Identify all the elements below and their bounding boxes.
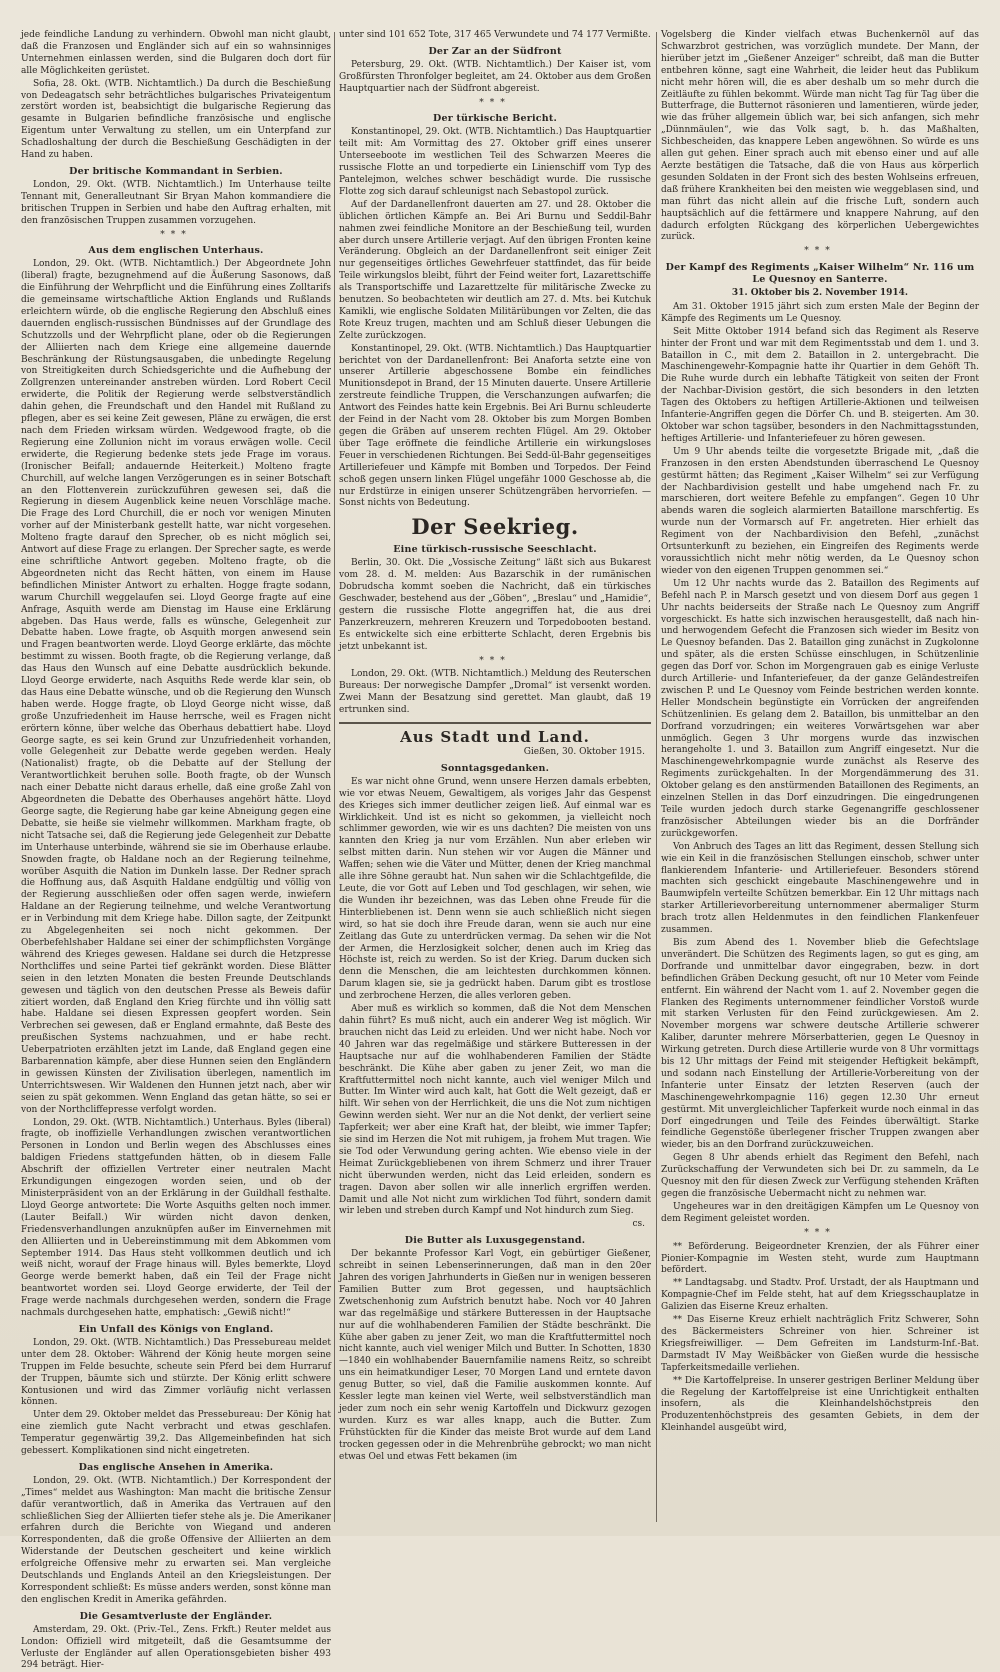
section-heading: Der britische Kommandant in Serbien. [69,165,283,177]
article-paragraph: London, 29. Okt. (WTB. Nichtamtlich.) Unterhaus. Byles (liberal) fragte, ob inoffizielle Verhandlungen zwischen verantwortlichen Personen in London und Berlin wegen des Abschlusses eines baldigen Friedens stattgefunden hätten, ob in diesem Falle Abschrift der offiziellen Vertreter einer neutralen Macht Erkundigungen eingezogen worden seien, und ob der Ministerpräsident von an der Erklärung in der Guildhall festhalte. Lloyd George antwortete: Die Worte Asquiths gelten noch immer. (Lauter Beifall.) Wir würden nicht davon denken, Friedensverhandlungen anzuknüpfen außer im Einvernehmen mit den Alliierten und in Uebereinstimmung mit dem Abkommen vom September 1914. Das Haus steht vollkommen deutlich und ich weiß nicht, worauf der Frage hinaus will. Byles bemerkte, Lloyd George werde bemerkt haben, daß ein Teil der Frage nicht beantwortet worden sei. Lloyd George erwiderte, der Teil der Frage werde nachmals durchgesehen werden, sondern die Frage nachmals durchgesehen hatte, emphatisch: „Gewiß nicht!“ [21,1117,331,1319]
article-paragraph: Um 12 Uhr nachts wurde das 2. Bataillon des Regiments auf Befehl nach P. in Marsch gesetzt und von diesem Dorf aus gegen 1 Uhr nachts beiderseits der Straße nach Le Quesnoy zum Angriff vorgeschickt. Es hatte sich inzwischen herausgestellt, daß nach hin- und herwogendem Gefecht die Franzosen sich wieder im Besitz von Le Quesnoy befanden. Das 2. Bataillon ging zunächst in Zugkolonne und später, als die ersten Schüsse einschlugen, in Schützenlinie gegen das Dorf vor. Schon im Morgengrauen gab es einige Verluste durch Artillerie- und Infanteriefeuer, da der ganze Geländestreifen zwischen P. und Le Quesnoy vom Feinde bestrichen werden konnte. Heller Mondschein begünstigte ein Vorrücken der angreifenden Schützenlinien. Es gelang dem 2. Bataillon, bis unmittelbar an den Dorfrand vorzudringen; ein weiteres Vorwärtsgehen war aber unmöglich. Gegen 3 Uhr morgens wurde das inzwischen herangeholte 1. und 3. Bataillon zum Angriff eingesetzt. Nur die Maschinengewehrkompagnie wurde zunächst als Reserve des Regiments zurückgehalten. In der Morgendämmerung des 31. Oktober gelang es den anstürmenden Bataillonen des Regiments, an einzelnen Stellen in das Dorf einzudringen. Die eingedrungenen Teile wurden jedoch durch starke Gegenangriffe geschlossener französischer Abteilungen wieder bis an die Dorfränder zurückgeworfen. [661,578,979,839]
section-heading: Der türkische Bericht. [433,113,557,125]
section-heading: Eine türkisch-russische Seeschlacht. [393,544,597,556]
article-paragraph: Berlin, 30. Okt. Die „Vossische Zeitung“ läßt sich aus Bukarest vom 28. d. M. melden: Aus Bazarschik in der rumänischen Dobrudscha kommt soeben die Nachricht, daß ein türkisches Geschwader, bestehend aus der „Göben“, „Breslau“ und „Hamidie“, gestern die russische Flotte angegriffen hat, die aus drei Panzerkreuzern, mehreren Kreuzern und Torpedobooten bestand. Es entwickelte sich eine erbitterte Schlacht, deren Ergebnis bis jetzt unbekannt ist. [339,558,651,652]
article-paragraph: Der bekannte Professor Karl Vogt, ein gebürtiger Gießener, schreibt in seinen Lebenserinnerungen, daß man in den 20er Jahren des vorigen Jahrhunderts in Gießen nur in wenigen besseren Familien Butter zum Brot gegessen, und hauptsächlich Zwetschenhonig zum Aufstrich benutzt habe. Noch vor 40 Jahren war das regelmäßige und stärkere Butteressen in der Hauptsache nur auf die wohlhabenderen Familien der Städte beschränkt. Die Kühe aber gaben zu jener Zeit, wo man die Kraftfuttermittel noch nicht kannte, auch viel weniger Milch und Butter. In Schotten, 1830—1840 ein wohlhabender Bauernfamilie namens Reitz, so schreibt uns ein heimatkundiger Leser, 70 Morgen Land und erntete davon genug Butter, so viel, daß die Familie auskommen konnte. Auf Kessler legte man keinen viel Werte, weil selbstverständlich man jeder zum noch ein sehr wenig Kartoffeln und Dickwurz gezogen wurden. Kurz es war alles knapp, auch die Butter. Zum Frühstückten für die Kinder das meiste Brot wurde auf dem Land trocken gegessen oder in die Mehrenbrühe gebrockt; wo man nicht etwas Oel und etwas Fett bekamen (im [339,1249,651,1462]
article-paragraph: Konstantinopel, 29. Okt. (WTB. Nichtamtlich.) Das Hauptquartier teilt mit: Am Vormittag des 27. Oktober griff eines unserer Unterseeboote im westlichen Teil des Schwarzen Meeres die russische Flotte an und torpedierte ein Linienschiff vom Typ des Pantelejmon, welches schwer beschädigt wurde. Die russische Flotte zog sich darauf schleunigst nach Sebastopol zurück. [339,127,651,197]
column-rule [656,32,657,1522]
article-paragraph: jede feindliche Landung zu verhindern. Obwohl man nicht glaubt, daß die Franzosen und Engländer sich auf ein so wahnsinniges Unternehmen einlassen werden, sind die Bulgaren doch dort für alle Möglichkeiten gerüstet. [21,30,331,76]
article-paragraph: unter sind 101 652 Tote, 317 465 Verwundete und 74 177 Vermißte. [339,30,651,40]
author-signature: cs. [632,1219,645,1230]
article-paragraph: Auf der Dardanellenfront dauerten am 27. und 28. Oktober die üblichen örtlichen Kämpfe an. Bei Ari Burnu und Seddil-Bahr nahmen zwei feindliche Monitore an der Beschießung teil, wurden aber durch unsere Artillerie verjagt. Auf den übrigen Fronten keine Veränderung. Obgleich an der Dardanellenfront seit einiger Zeit nur gegenseitiges örtliches Gewehrfeuer stattfindet, das für beide Teile wirkungslos bleibt, führt der Feind weiter fort, Lazarettschiffe als Transportschiffe und Lazarettzelte für militärische Zwecke zu benutzen. So beobachteten wir deutlich am 27. d. Mts. bei Kutchuk Kamikli, wie englische Soldaten Militärübungen vor Zelten, die das Rote Kreuz trugen, machten und am Schluß dieser Uebungen die Zelte zurückzogen. [339,199,651,341]
column-rule [334,32,335,1522]
separator-stars: *** [804,1227,836,1238]
article-paragraph: London, 29. Okt. (WTB. Nichtamtlich.) Im Unterhause teilte Tennant mit, Generalleutnant Sir Bryan Mahon kommandiere die britischen Truppen in Serbien und habe den Auftrag erhalten, mit den französischen Truppen zusammen vorzugehen. [21,179,331,226]
article-paragraph: London, 29. Okt. (WTB. Nichtamtlich.) Das Pressebureau meldet unter dem 28. Oktober: Während der König heute morgen seine Truppen im Felde besuchte, scheute sein Pferd bei dem Hurraruf der Truppen, bäumte sich und stürzte. Der König erlitt schwere Kontusionen und wird das Zimmer vorläufig nicht verlassen können. [21,1337,331,1408]
separator-stars: *** [804,246,836,257]
section-heading: Ein Unfall des Königs von England. [78,1323,274,1335]
article-paragraph: Es war nicht ohne Grund, wenn unsere Herzen damals erbebten, wie vor etwas Neuem, Gewaltigem, als voriges Jahr das Gespenst des Krieges sich immer deutlicher zeigen ließ. Auf einmal war es Wirklichkeit. Und ist es nicht so gekommen, ja vielleicht noch schlimmer geworden, wie wir es uns dachten? Die meisten von uns kannten den Krieg ja nur vom Erzählen. Nun aber erleben wir selbst mitten darin. Nun stehen wir vor Augen die Männer und Waffen; sehen wie die Väter und Mütter, denen der Krieg manchmal alle ihre Söhne geraubt hat. Nun sahen wir die Schlachtgefilde, die Leute, die vor Gott auf Leben und Tod geschlagen, wir sehen, wie die Wunden ihr bezeichnen, was das Leben ohne Freude für die Hinterbliebenen ist. Denn wenn sie auch schließlich nicht siegen wird, so hat sie doch ihre Freude daran, wenn sie auch nur eine Zeitlang das Gute zu unterdrücken vermag. Da sehen wir die Not der Armen, die Herzlosigkeit solcher, denen auch im Krieg das Höchste ist, reich zu werden. So ist der Krieg. Darum ducken sich denn die Menschen, die am leichtesten durchkommen können. Darum klagen sie, sie ja gedrückt haben. Darum gibt es trostlose und zerbrochene Herzen, die alles verloren geben. [339,776,651,1002]
local-news-heading: Aus Stadt und Land. [400,728,590,747]
news-item: ** Landtagsabg. und Stadtv. Prof. Urstadt, der als Hauptmann und Kompagnie-Chef im Felde steht, hat auf dem Kriegsschauplatze in Galizien das Eiserne Kreuz erhalten. [661,1278,979,1313]
news-item: ** Das Eiserne Kreuz erhielt nachträglich Fritz Schwerer, Sohn des Bäckermeisters Schreiner von hier. Schreiner ist Kriegsfreiwilliger. — Dem Gefreiten im Landsturm-Inf.-Bat. Darmstadt IV May Weißbäcker von Gießen wurde die hessische Tapferkeitsmedaille verliehen. [661,1315,979,1373]
article-paragraph: Gegen 8 Uhr abends erhielt das Regiment den Befehl, nach Zurückschaffung der Verwundeten sich bei Dr. zu sammeln, da Le Quesnoy mit den für diesen Zweck zur Verfügung stehenden Kräften gegen die französische Uebermacht nicht zu nehmen war. [661,1153,979,1199]
major-heading: Der Seekrieg. [411,514,579,540]
section-heading: Das englische Ansehen in Amerika. [78,1461,274,1473]
article-paragraph: Am 31. Oktober 1915 jährt sich zum ersten Male der Beginn der Kämpfe des Regiments um Le Quesnoy. [661,301,979,324]
column-right [661,30,979,1525]
column-left [21,30,331,1671]
section-subheading: 31. Oktober bis 2. November 1914. [731,288,909,299]
article-paragraph: Amsterdam, 29. Okt. (Priv.-Tel., Zens. Frkft.) Reuter meldet aus London: Offiziell wird mitgeteilt, daß die Gesamtsumme der Verluste der Engländer auf allen Operationsgebieten bisher 493 294 beträgt. Hier- [21,1624,331,1671]
article-paragraph: Ungeheures war in den dreitägigen Kämpfen um Le Quesnoy von dem Regiment geleistet worden. [661,1201,979,1224]
news-item: ** Beförderung. Beigeordneter Krenzien, der als Führer einer Pionier-Kompagnie im Westen steht, wurde zum Hauptmann befördert. [661,1241,979,1276]
article-paragraph: London, 29. Okt. (WTB. Nichtamtlich.) Der Korrespondent der „Times“ meldet aus Washington: Man macht die britische Zensur dafür verantwortlich, daß in Amerika das Vertrauen auf den schließlichen Sieg der Alliierten tiefer stehe als je. Die Amerikaner erfahren durch die Berichte von Wiegand und anderen Korrespondenten, daß die große Offensive der Alliierten an dem Widerstande der Deutschen gescheitert und keine wirklich erfolgreiche Offensive mehr zu erwarten sei. Man vergleiche Deutschlands und Englands Anteil an den Kriegsleistungen. Der Korrespondent schließt: Es müsse anders werden, sonst könne man den englischen Kredit in Amerika gefährden. [21,1475,331,1605]
article-paragraph: Seit Mitte Oktober 1914 befand sich das Regiment als Reserve hinter der Front und war mit dem Regimentsstab und dem 1. und 3. Bataillon in C., mit dem 2. Bataillon in 2. untergebracht. Die Maschinengewehr-Kompagnie hatte ihr Quartier in dem Gehöft Th. Die Ruhe wurde durch ein lebhafte Tätigkeit von seiten der Front der Nachbar-Division gestört, die sich besonders in den letzten Tagen des Oktobers zu heftigen Artillerie-Aktionen und teilweisen Infanterie-Angriffen gegen die Dörfer Ch. und B. steigerten. Am 30. Oktober war schon tagsüber, besonders in den Nachmittagsstunden, heftiges Artillerie- und Infanteriefeuer zu hören gewesen. [661,326,979,444]
article-paragraph: London, 29. Okt. (WTB. Nichtamtlich.) Der Abgeordnete John (liberal) fragte, bezugnehmend auf die Äußerung Sasonows, daß die Einführung der Wehrpflicht und die Einführung eines Zolltarifs die gemeinsame wirtschaftliche Aktion Englands und Rußlands erleichtern würde, ob die englische Regierung den Abschluß eines dauernden englisch-russischen Bündnisses auf der Grundlage des Schutzzolls und der Wehrpflicht plane, oder ob die Regierungen der Alliierten nach dem Kriege eine allgemeine dauernde Beschränkung der Rüstungsausgaben, die unbedingte Regelung von Streitigkeiten durch Schiedsgerichte und die Aufhebung der Zollgrenzen untereinander anstreben würden. Lord Robert Cecil erwiderte, die Politik der Regierung werde selbstverständlich dahin gehen, die Freundschaft und den Handel mit Rußland zu pflegen, aber es sei keine Zeit gewesen, Pläne zu erwägen, die erst nach dem Frieden wirksam würden. Wedgewood fragte, ob die Regierung eine Zollunion nicht im voraus erwägen wolle. Cecil erwiderte, die Regierung bedenke stets jede Frage im voraus. (Ironischer Beifall; andauernde Heiterkeit.) Molteno fragte Churchill, auf welche langen Verzögerungen es in seiner Botschaft an den Flottenverein zurückzuführen gewesen sei, daß die Regierung in diesem Augenblick keine neuen Vorschläge mache. Die Frage des Lord Churchill, die er noch vor wenigen Minuten vorher auf der Ministerbank gestellt hatte, war nicht vorgesehen. Molteno fragte darauf den Sprecher, ob es nicht möglich sei, Antwort auf diese Frage zu erlangen. Der Sprecher sagte, es werde eine schriftliche Antwort gegeben. Molteno fragte, ob die Abgeordneten nicht das Recht hätten, von einem im Hause befindlichen Minister Antwort zu erhalten. Hogge fragte sodann, warum Churchill weggelaufen sei. Lloyd George fragte auf eine Anfrage, Asquith werde am Dienstag im Hause eine Erklärung abgeben. Das Haus werde, falls es wünsche, Gelegenheit zur Debatte haben. Lowe fragte, ob Asquith morgen anwesend sein und Fragen beantworten werde. Lloyd George erklärte, das möchte bestimmt zu wissen. Booth fragte, ob die Regierung verlange, daß das Haus den Wunsch auf eine Debatte ausdrücklich bekunde. Lloyd George erwiderte, nach Asquiths Rede werde klar sein, ob das Haus eine Debatte wünsche, und ob die Regierung den Wunsch haben werde. Hogge fragte, ob Lloyd George nicht wisse, daß große Unzufriedenheit im Hause herrsche, weil es Fragen nicht erörtern könne, über welche das Oberhaus debattiert habe. Lloyd George sagte, es sei kein Grund zur Unzufriedenheit vorhanden, volle Gelegenheit zur Debatte werde gegeben werden. Healy (Nationalist) fragte, ob die Debatte auf der Stellung der Verantwortlichkeit beruhen solle. Booth fragte, ob der Wunsch nach einer Debatte nicht daraus erhelle, daß eine große Zahl von Abgeordneten die Debatte des Oberhauses angehört hätte. Lloyd George sagte, die Regierung habe gar keine Abneigung gegen eine Debatte, sie heiße sie vielmehr willkommen. Markham fragte, ob nicht Tatsache sei, daß die Regierung jede Gelegenheit zur Debatte im Unterhause unterbinde, während sie sie im Oberhause erlaube. Snowden fragte, ob Haldane noch an der Regierung teilnehme, worüber Asquith die Nation im Dunkeln lasse. Der Redner sprach die Hoffnung aus, daß Asquith Haldane endgültig und völlig von der Regierung ausschließen oder offen sagen werde, inwiefern Haldane an der Regierung teilnehme, und welche Verantwortung er in Verbindung mit dem Kriege habe. Dillon sagte, der Zeitpunkt zu Abgelegenheiten sei noch nicht gekommen. Der Oberbefehlshaber Haldane sei einer der schimpflichsten Vorgänge während des Krieges gewesen. Haldane sei durch die Hetzpresse Northcliffes und seine Partei tief gekränkt worden. Diese Blätter seien in den letzten Monaten die besten Freunde Deutschlands gewesen und täglich von den deutschen Presse als Beweis dafür zitiert worden, daß England den Krieg fürchte und ihn völlig satt habe. Haldane sei diesen Expressen geopfert worden. Sein Verbrechen sei gewesen, daß er England ermahnte, daß Beste des preußischen Systems nachzuahmen, und er habe recht. Ueberpatrioten erzählten jetzt im Lande, daß England gegen eine Barbarennation kämpfe, aber diese Hunnen seien den Engländern in gewissen Künsten der Zivilisation überlegen, namentlich im Unterrichtswesen. Wir Waldenen den Hunnen jetzt nach, aber wir seien zu spät gekommen. Wenn England das getan hätte, so sei er von der Northcliffepresse verfolgt worden. [21,259,331,1115]
article-paragraph: Unter dem 29. Oktober meldet das Pressebureau: Der König hat eine ziemlich gute Nacht verbracht und etwas geschlafen. Temperatur gegenwärtig 39,2. Das Allgemeinbefinden hat sich gebessert. Komplikationen sind nicht eingetreten. [21,1410,331,1457]
article-paragraph: Sofia, 28. Okt. (WTB. Nichtamtlich.) Da durch die Beschießung von Dedeagatsch sehr beträchtliches bulgarisches Privateigentum zerstört worden ist, beabsichtigt die bulgarische Regierung das gesamte in Bulgarien befindliche französische und englische Eigentum unter Verwaltung zu stellen, um ein Unterpfand zur Schadloshaltung der durch die Beschießung Geschädigten in der Hand zu haben. [21,78,331,161]
section-divider [339,722,651,724]
section-heading: Der Zar an der Südfront [428,45,562,57]
section-heading: Sonntagsgedanken. [440,762,550,774]
article-paragraph: Um 9 Uhr abends teilte die vorgesetzte Brigade mit, „daß die Franzosen in den ersten Abendstunden überraschend Le Quesnoy gestürmt hätten; das Regiment „Kaiser Wilhelm“ sei zur Verfügung der Nachbardivision gestellt und habe umgehend nach Fr. zu marschieren, dort weitere Befehle zu empfangen“. Gegen 10 Uhr abends waren die sogleich alarmierten Bataillone marschfertig. Es wurde nun der Vormarsch auf Fr. angetreten. Hier erhielt das Regiment von der Nachbardivision den Befehl, „zunächst Ortsunterkunft zu beziehen, ein Eingreifen des Regiments werde voraussichtlich nicht mehr nötig werden, da Le Quesnoy schon wieder von den eigenen Truppen genommen sei.“ [661,446,979,576]
article-paragraph: Von Anbruch des Tages an litt das Regiment, dessen Stellung sich wie ein Keil in die französischen Stellungen einschob, schwer unter flankierendem Infanterie- und Artilleriefeuer. Besonders störend machten sich geschickt eingebaute Maschinengewehre und in Baumwipfeln verteilte Schützen bemerkbar. Ein 12 Uhr mittags nach starker Artillerievorbereitung unternommener abermaliger Sturm brach trotz allen Heldenmutes in den feindlichen Flankenfeuer zusammen. [661,841,979,936]
section-heading: Der Kampf des Regiments „Kaiser Wilhelm“ Nr. 116 um Le Quesnoy en Santerre. [665,262,975,286]
article-paragraph: Vogelsberg die Kinder vielfach etwas Buchenkernöl auf das Schwarzbrot gestrichen, was vorzüglich mundete. Der Mann, der hierüber jetzt im „Gießener Anzeiger“ schreibt, daß man die Butter entbehren könne, sagt eine Wahrheit, die leider heut das Publikum nicht mehr hören will, die es aber deshalb um so mehr durch die Zeitläufte zu fühlen bekommt. Würde man nicht Tag für Tag über die Butterfrage, die Butternot räsonieren und lamentieren, würde jeder, wie das früher allgemein üblich war, bei sich anfangen, sich mehr „Dünnmäulen“, wie das Volk sagt, b. h. das Maßhalten, Sichbescheiden, das knappere Leben angewöhnen. So würde es uns allen gut gehen. Einer sprach auch mit ebenso einer und auf alle Aerzte bestätigen die Tatsache, daß die von Haus aus körperlich gesunden Soldaten in der Front sich des besten Wohlseins erfreuen, daß frühere Krankheiten bei den meisten wie weggeblasen sind, und man führt das nicht allein auf die frische Luft, sondern auch hauptsächlich auf die fettärmere und knappere Nahrung, auf den dadurch erfolgten Rückgang des körperlichen Uebergewichtes zurück. [661,30,979,243]
article-paragraph: Bis zum Abend des 1. November blieb die Gefechtslage unverändert. Die Schützen des Regiments lagen, so gut es ging, am Dorfrande und unmittelbar davor eingegraben, bezw. in dort befindlichen Gräben Deckung gesucht, oft nur 10 Meter vom Feinde entfernt. Ein während der Nacht vom 1. auf 2. November gegen die Flanken des Regiments unternommener feindlicher Vorstoß wurde mit starken Verlusten für den Feind zurückgewiesen. Am 2. November morgens war schwere deutsche Artillerie schwerer Kaliber, darunter mehrere Mörserbatterien, gegen Le Quesnoy in Wirkung getreten. Durch diese Artillerie wurde von 8 Uhr vormittags bis 12 Uhr mittags der Feind mit steigender Heftigkeit bekämpft, und sodann nach Einstellung der Artillerie-Vorbereitung von der Infanterie unter Einsatz der letzten Reserven (auch der Maschinengewehrkompagnie 116) gegen 12.30 Uhr erneut gestürmt. Mit unvergleichlicher Tapferkeit wurde noch einmal in das Dorf eingedrungen und Teile des Feindes überwältigt. Starke feindliche Gegenstöße überlegener frischer Truppen zwangen aber wieder, bis an den Dorfrand zurückzuweichen. [661,937,979,1151]
dateline: Gießen, 30. Oktober 1915. [523,747,645,758]
separator-stars: *** [160,229,192,240]
column-middle [339,30,651,1525]
separator-stars: *** [479,655,511,666]
article-paragraph: Aber muß es wirklich so kommen, daß die Not dem Menschen dahin führt? Es muß nicht, auch ein anderer Weg ist möglich. Wir brauchen nicht das Leid zu erleiden. Und wer nicht habe. Noch vor 40 Jahren war das regelmäßige und stärkere Butteressen in der Hauptsache nur auf die wohlhabenderen Familien der Städte beschränkt. Die Kühe aber gaben zu jener Zeit, wo man die Kraftfuttermittel noch nicht kannte, auch viel weniger Milch und Butter. Im Winter wird auch kalt, hat Gott die Welt gezeigt, daß er hilft. Wir sehen von der Herrlichkeit, die uns die Not zum nichtigen Gewinn werden sieht. Wer nur an die Not denkt, der verliert seine Tapferkeit; wer aber eine Kraft hat, der bleibt, wie immer Tapfer; sie sind im Herzen die Not mit ruhigem, ja frohem Mut tragen. Wie sie Tod oder Verwundung gering achten. Wie ebenso viele in der Heimat Zurückgebliebenen von ihrem Schmerz und ihrer Trauer nicht überwunden werden, nicht das Leid erleiden, sondern es tragen. Davon aber sollen wir alle innerlich ergriffen werden. Damit und alle Not nicht zum wirklichen Tod führt, sondern damit wir leben und streben durch Kampf und Not hindurch zum Sieg. [339,1004,651,1217]
article-paragraph: Konstantinopel, 29. Okt. (WTB. Nichtamtlich.) Das Hauptquartier berichtet von der Dardanellenfront: Bei Anaforta setzte eine von unserer Artillerie abgeschossene Bombe ein feindliches Munitionsdepot in Brand, der 15 Minuten dauerte. Unsere Artillerie zerstreute feindliche Truppen, die Verschanzungen aufwarfen; die Antwort des Feindes hatte kein Ergebnis. Bei Ari Burnu schleuderte der Feind in der Nacht vom 28. Oktober bis zum Morgen Bomben gegen die Gräben auf unserem rechten Flügel. Am 29. Oktober über Tage eröffnete die feindliche Artillerie ein wirkungsloses Feuer in verschiedenen Richtungen. Bei Sedd-ül-Bahr gegenseitiges Artilleriefeuer und Kämpfe mit Bomben und Torpedos. Der Feind schoß gegen unsern linken Flügel ungefähr 1000 Geschosse ab, die nur Erdstürze in einigen unserer Schützengräben hervorriefen. — Sonst nichts von Bedeutung. [339,343,651,509]
article-paragraph: London, 29. Okt. (WTB. Nichtamtlich.) Meldung des Reuterschen Bureaus: Der norwegische Dampfer „Dromal“ ist versenkt worden. Zwei Mann der Besatzung sind gerettet. Man glaubt, daß 19 ertrunken sind. [339,669,651,716]
article-paragraph: Petersburg, 29. Okt. (WTB. Nichtamtlich.) Der Kaiser ist, vom Großfürsten Thronfolger begleitet, am 24. Oktober aus dem Großen Hauptquartier nach der Südfront abgereist. [339,59,651,94]
section-heading: Die Gesamtverluste der Engländer. [79,1610,273,1622]
section-heading: Die Butter als Luxusgegenstand. [404,1235,586,1247]
separator-stars: *** [479,97,511,108]
section-heading: Aus dem englischen Unterhaus. [88,245,264,257]
news-item: ** Die Kartoffelpreise. In unserer gestrigen Berliner Meldung über die Regelung der Kartoffelpreise ist eine Unrichtigkeit enthalten insofern, als die Kleinhandelshöchstpreis den Produzentenhöchstpreis des gesamten Gebiets, in dem der Kleinhandel ausgeübt wird, [661,1375,979,1434]
